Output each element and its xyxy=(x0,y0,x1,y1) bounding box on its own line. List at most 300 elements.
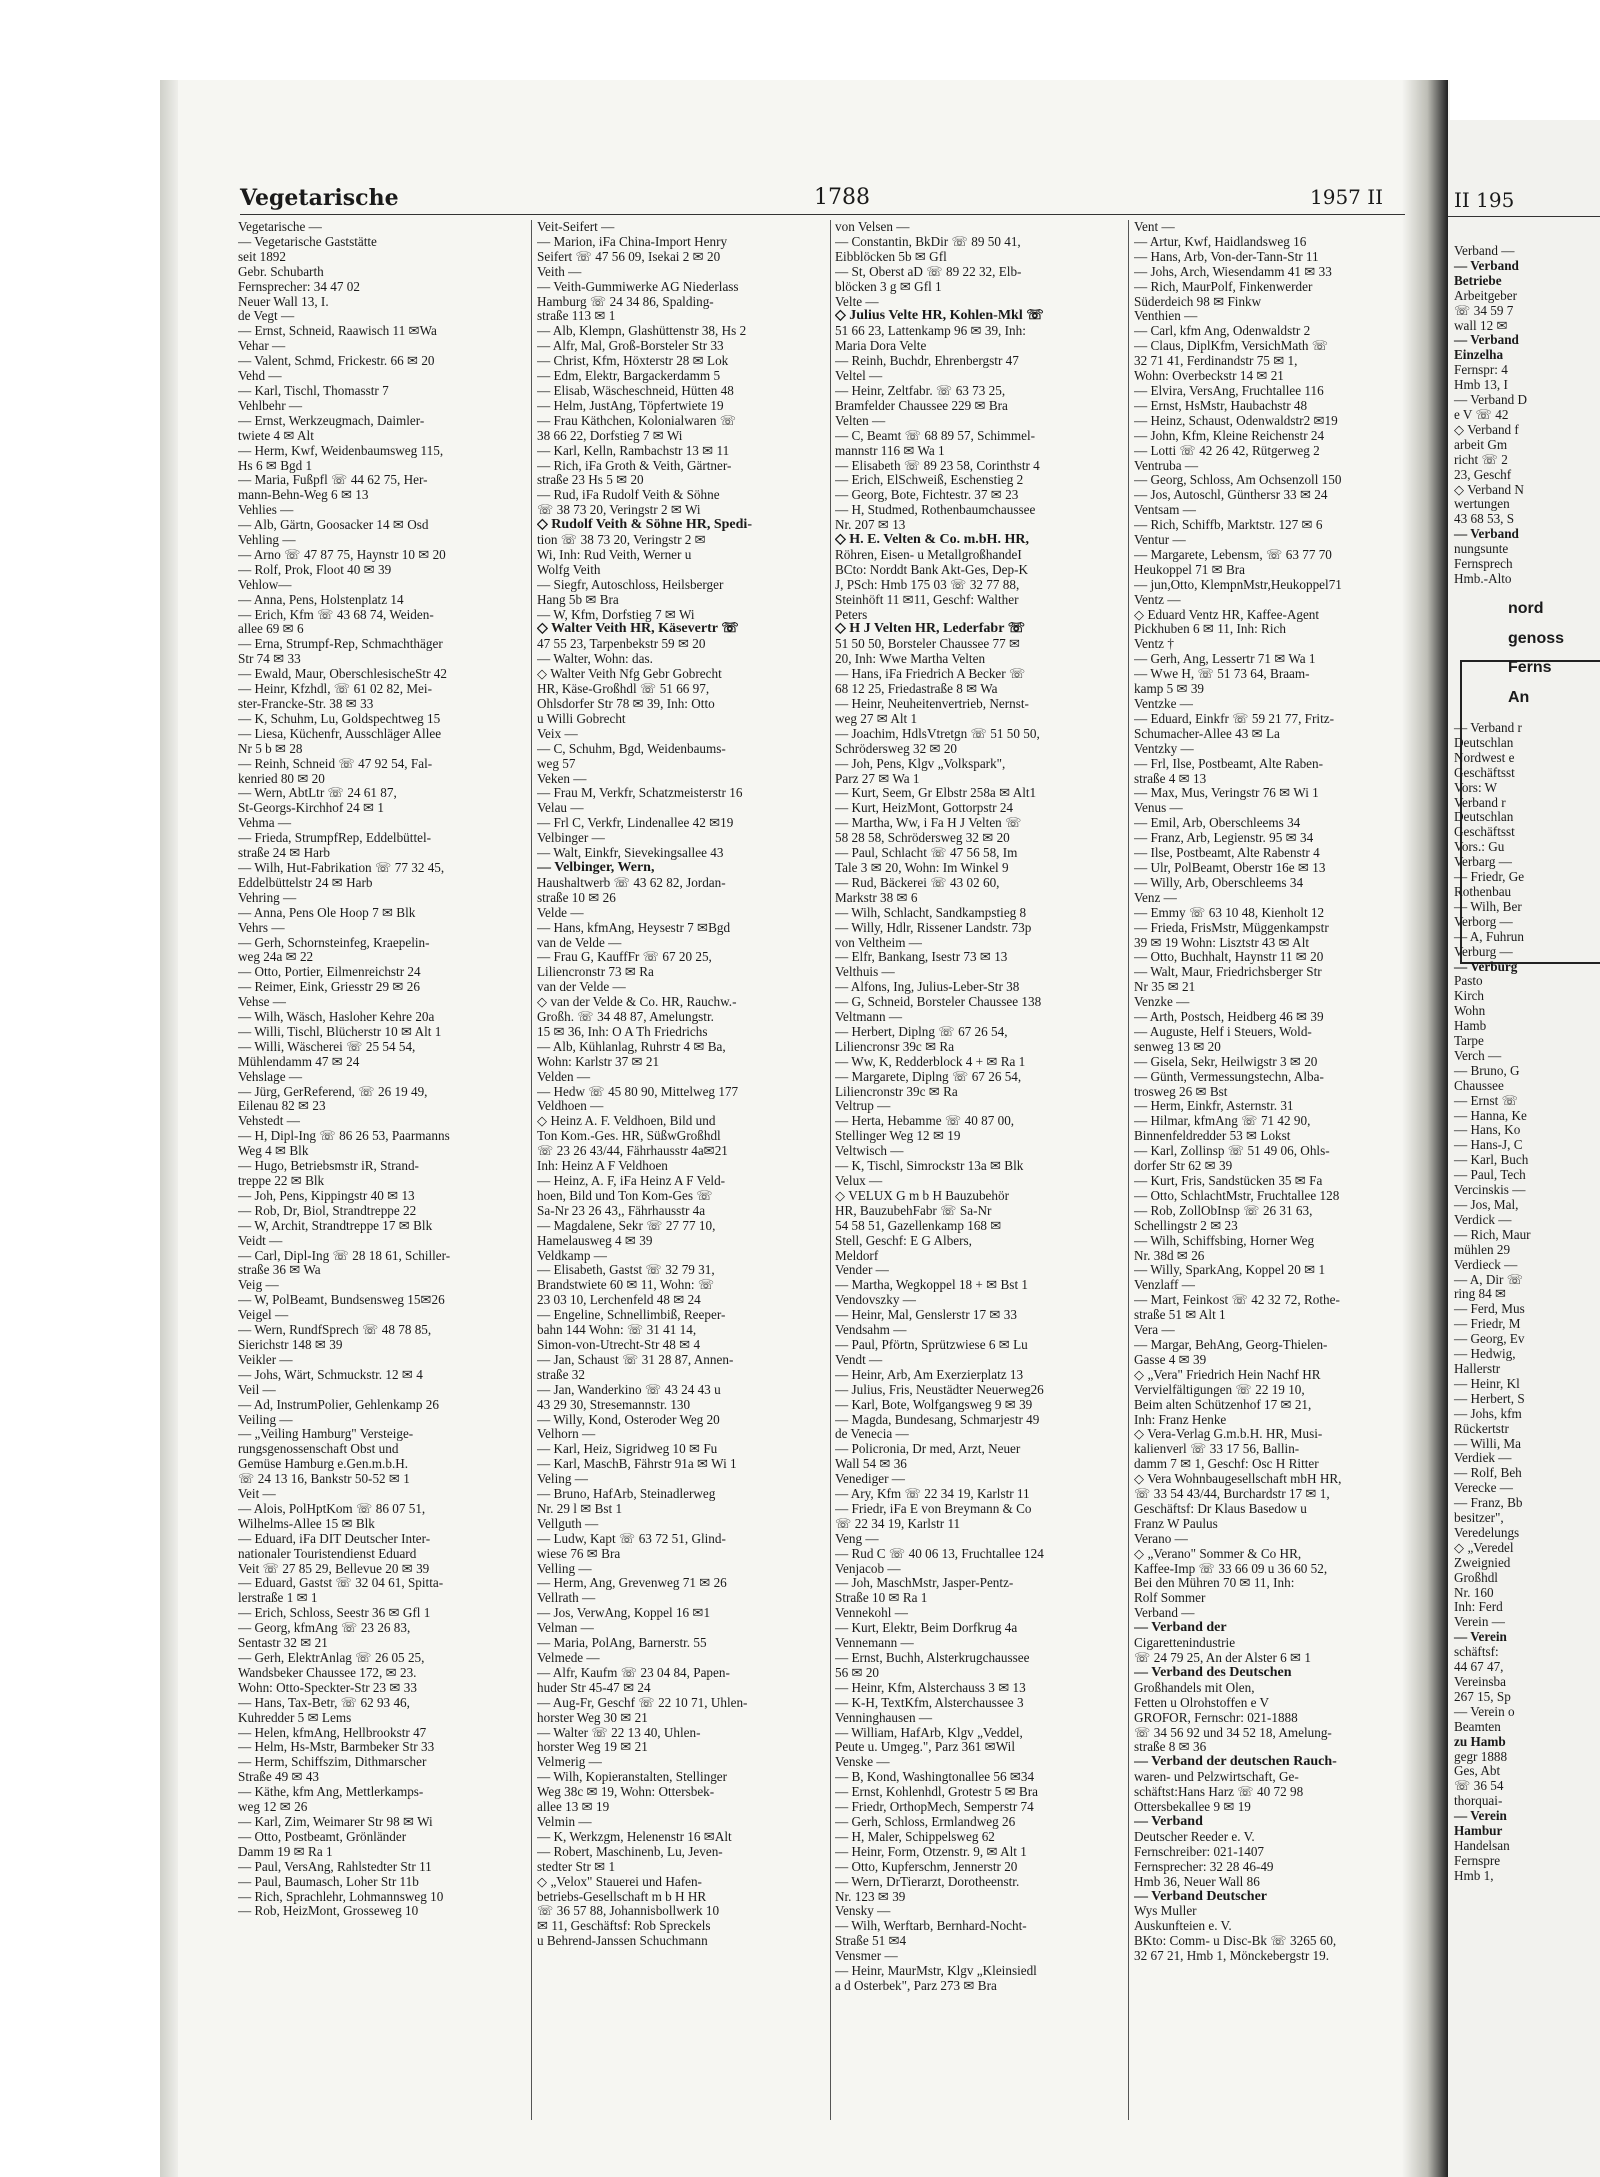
directory-entry-line: Vensmer — xyxy=(835,1949,898,1964)
directory-entry-line: Peters xyxy=(835,607,868,622)
right-page-entry-line: thorquai- xyxy=(1454,1793,1503,1809)
directory-entry-line: — Erich, ElSchweiß, Eschenstieg 2 xyxy=(835,473,1024,488)
directory-entry-line: — Marion, iFa China-Import Henry xyxy=(537,234,728,249)
directory-entry-line: — Walt, Einkfr, Sievekingsallee 43 xyxy=(537,846,724,861)
directory-entry-line: — St, Oberst aD ☏ 89 22 32, Elb- xyxy=(835,264,1022,279)
directory-entry-line: — Wilh, Schiffsbing, Horner Weg xyxy=(1134,1233,1315,1248)
directory-entry-line: — Wilh, Werftarb, Bernhard-Nocht- xyxy=(835,1919,1027,1934)
directory-entry-line: Velhorn — xyxy=(537,1427,596,1442)
directory-entry-line: — Herm, Einkfr, Asternstr. 31 xyxy=(1134,1099,1294,1114)
directory-entry-line: Vellrath — xyxy=(537,1591,596,1606)
right-page-entry-line: — Verein o xyxy=(1454,1703,1515,1719)
directory-entry-line: — William, HafArb, Klgv „Veddel, xyxy=(835,1725,1023,1740)
directory-entry-line: — John, Kfm, Kleine Reichenstr 24 xyxy=(1134,428,1325,443)
directory-entry-line: — Eduard, Gastst ☏ 32 04 61, Spitta- xyxy=(238,1576,444,1591)
directory-entry-line: kalienverl ☏ 33 17 56, Ballin- xyxy=(1134,1442,1300,1457)
right-page-entry-line: Pasto xyxy=(1454,973,1483,989)
directory-entry-line: — Artur, Kwf, Haidlandsweg 16 xyxy=(1134,234,1307,249)
page-number: 1788 xyxy=(814,185,870,210)
directory-entry-line: — Carl, kfm Ang, Odenwaldstr 2 xyxy=(1134,324,1311,339)
directory-entry-line: allee 13 ✉ 19 xyxy=(537,1800,610,1815)
directory-entry-line: 54 58 51, Gazellenkamp 168 ✉ xyxy=(835,1218,1002,1233)
right-page-entry-line: nord xyxy=(1508,599,1544,617)
directory-entry-line: — Hilmar, kfmAng ☏ 71 42 90, xyxy=(1134,1114,1311,1129)
right-page-entry-line: Hmb 13, I xyxy=(1454,377,1508,393)
directory-entry-line: HR, BauzubehFabr ☏ Sa-Nr xyxy=(835,1203,992,1218)
directory-entry-line: — Veith-Gummiwerke AG Niederlass xyxy=(537,279,739,294)
directory-entry-line: ◇ VELUX G m b H Bauzubehör xyxy=(835,1188,1009,1203)
directory-entry-line: — Alois, PolHptKom ☏ 86 07 51, xyxy=(238,1501,426,1516)
directory-entry-line: Velmede — xyxy=(537,1651,600,1665)
directory-entry-line: seit 1892 xyxy=(238,249,286,264)
directory-entry-line: treppe 22 ✉ Blk xyxy=(238,1174,325,1188)
directory-entry-line: — Gisela, Sekr, Heilwigstr 3 ✉ 20 xyxy=(1134,1054,1318,1069)
right-page-entry-line: zu Hamb xyxy=(1454,1733,1506,1749)
directory-entry-line: ◇ Walter Veith Nfg Gebr Gobrecht xyxy=(537,667,722,682)
directory-entry-line: — Engeline, Schnellimbiß, Reeper- xyxy=(537,1308,726,1323)
directory-entry-line: Ventur — xyxy=(1134,533,1186,548)
directory-entry-line: — Verband der xyxy=(1134,1621,1227,1636)
directory-entry-line: — jun,Otto, KlempnMstr,Heukoppel71 xyxy=(1134,577,1342,592)
directory-entry-line: straße 32 xyxy=(537,1367,585,1382)
directory-entry-line: Veltel — xyxy=(835,369,883,384)
right-page-header: II 195 xyxy=(1454,188,1515,212)
right-page-entry-line: schäftsf: xyxy=(1454,1644,1499,1660)
directory-entry-line: Seifert ☏ 47 56 09, Isekai 2 ✉ 20 xyxy=(537,249,721,264)
directory-entry-line: ◇ „Vera" Friedrich Hein Nachf HR xyxy=(1134,1367,1321,1382)
right-page-entry-line: Großhdl xyxy=(1454,1569,1498,1585)
directory-entry-line: Velten — xyxy=(835,413,886,428)
directory-entry-line: — Karl, Zollinsp ☏ 51 49 06, Ohls- xyxy=(1134,1144,1330,1159)
directory-entry-line: Weg 4 ✉ Blk xyxy=(238,1144,309,1159)
directory-entry-line: — Max, Mus, Veringstr 76 ✉ Wi 1 xyxy=(1134,786,1319,801)
directory-entry-line: Venthien — xyxy=(1134,309,1198,324)
directory-entry-line: 47 55 23, Tarpenbekstr 59 ✉ 20 xyxy=(537,637,706,652)
directory-entry-line: — Frau Käthchen, Kolonialwaren ☏ xyxy=(537,413,737,428)
directory-entry-line: Venzke — xyxy=(1134,995,1190,1010)
right-page-entry-line: Verband — xyxy=(1454,243,1515,258)
right-page-entry-line: — Franz, Bb xyxy=(1454,1495,1523,1511)
directory-entry-line: a d Osterbek", Parz 273 ✉ Bra xyxy=(835,1978,997,1993)
right-page-entry-line: Vereinsba xyxy=(1454,1674,1506,1689)
directory-entry-line: ◇ Heinz A. F. Veldhoen, Bild und xyxy=(537,1114,716,1129)
directory-entry-line: Velux — xyxy=(835,1174,883,1188)
right-page-entry-line: Verdieck — xyxy=(1454,1256,1518,1272)
directory-entry-line: — Ludw, Kapt ☏ 63 72 51, Glind- xyxy=(537,1531,726,1546)
directory-entry-line: ◇ Julius Velte HR, Kohlen-Mkl ☏ xyxy=(835,309,1044,324)
directory-entry-line: Ottersbekallee 9 ✉ 19 xyxy=(1134,1800,1251,1815)
right-page-entry-line: mühlen 29 xyxy=(1454,1241,1511,1257)
right-page-entry-line: Fernsprech xyxy=(1454,556,1513,572)
directory-entry-line: — Ernst, Schneid, Raawisch 11 ✉Wa xyxy=(238,324,437,339)
directory-entry-line: — Ewald, Maur, OberschlesischeStr 42 xyxy=(238,667,447,682)
directory-entry-line: ◇ Vera-Verlag G.m.b.H. HR, Musi- xyxy=(1134,1427,1323,1442)
directory-entry-line: Velman — xyxy=(537,1621,594,1636)
right-page-entry-line: besitzer", xyxy=(1454,1510,1504,1526)
directory-entry-line: — W, Kfm, Dorfstieg 7 ✉ Wi xyxy=(537,607,695,622)
directory-entry-line: 32 71 41, Ferdinandstr 75 ✉ 1, xyxy=(1134,354,1298,369)
directory-entry-line: Veit-Seifert — xyxy=(537,220,615,234)
directory-entry-line: — Kurt, Elektr, Beim Dorfkrug 4a xyxy=(835,1621,1018,1636)
directory-entry-line: nationaler Touristendienst Eduard xyxy=(238,1546,417,1561)
right-page-entry-line: Deutschlan xyxy=(1454,809,1514,825)
directory-entry-line: St-Georgs-Kirchhof 24 ✉ 1 xyxy=(238,801,384,816)
right-page-entry-line: e V ☏ 42 xyxy=(1454,406,1509,422)
directory-entry-line: allee 69 ✉ 6 xyxy=(238,622,304,637)
directory-entry-line: — Herta, Hebamme ☏ 40 87 00, xyxy=(835,1114,1015,1129)
right-page-entry-line: — Verband D xyxy=(1454,392,1528,408)
directory-entry-line: Ventzky — xyxy=(1134,741,1194,756)
directory-entry-line: 43 29 30, Stresemannstr. 130 xyxy=(537,1397,691,1412)
directory-entry-line: — Walter ☏ 22 13 40, Uhlen- xyxy=(537,1725,701,1740)
directory-entry-line: ☏ 33 54 43/44, Burchardstr 17 ✉ 1, xyxy=(1134,1487,1330,1502)
directory-entry-line: straße 24 ✉ Harb xyxy=(238,846,330,861)
directory-entry-line: ☏ 23 26 43/44, Fährhausstr 4a✉21 xyxy=(537,1144,728,1159)
right-page-entry-line: Hmb 1, xyxy=(1454,1867,1494,1883)
directory-entry-line: Vehling — xyxy=(238,533,296,548)
column-divider xyxy=(1128,220,1129,2120)
directory-entry-line: Nr 5 b ✉ 28 xyxy=(238,741,303,756)
directory-entry-line: straße 51 ✉ Alt 1 xyxy=(1134,1308,1226,1323)
directory-entry-line: huder Str 45-47 ✉ 24 xyxy=(537,1680,651,1695)
directory-entry-line: Vennemann — xyxy=(835,1636,914,1651)
directory-entry-line: — Heinr, Arb, Am Exerzierplatz 13 xyxy=(835,1367,1024,1382)
directory-entry-line: Nr. 38d ✉ 26 xyxy=(1134,1248,1205,1263)
directory-entry-line: — Jos, Autoschl, Günthersr 33 ✉ 24 xyxy=(1134,488,1328,503)
directory-entry-line: — Emmy ☏ 63 10 48, Kienholt 12 xyxy=(1134,905,1325,920)
directory-entry-line: — Reinh, Buchdr, Ehrenbergstr 47 xyxy=(835,354,1019,369)
right-page-entry-line: — Verein xyxy=(1454,1808,1507,1824)
right-page-entry-line: — Friedr, M xyxy=(1454,1316,1521,1332)
right-page-entry-line: — Hanna, Ke xyxy=(1454,1107,1527,1123)
directory-entry-line: — Willy, Kond, Osteroder Weg 20 xyxy=(537,1412,720,1427)
directory-entry-line: — Arno ☏ 47 87 75, Haynstr 10 ✉ 20 xyxy=(238,547,446,562)
directory-entry-line: — Siegfr, Autoschloss, Heilsberger xyxy=(537,577,724,592)
directory-entry-line: lerstraße 1 ✉ 1 xyxy=(238,1591,318,1606)
directory-entry-line: Veil — xyxy=(238,1382,276,1397)
directory-entry-line: ◇ „Velox" Stauerei und Hafen- xyxy=(537,1874,702,1889)
directory-entry-line: — Georg, Schloss, Am Ochsenzoll 150 xyxy=(1134,473,1342,488)
directory-entry-line: Steinhöft 11 ✉11, Geschf: Walther xyxy=(835,592,1019,607)
right-page-entry-line: — Hedwig, xyxy=(1454,1346,1516,1362)
directory-entry-line: 15 ✉ 36, Inh: O A Th Friedrichs xyxy=(537,1024,708,1039)
directory-entry-line: — Elvira, VersAng, Fruchtallee 116 xyxy=(1134,383,1324,398)
directory-entry-line: — Otto, SchlachtMstr, Fruchtallee 128 xyxy=(1134,1188,1340,1203)
directory-entry-line: — Johs, Wärt, Schmuckstr. 12 ✉ 4 xyxy=(238,1367,423,1382)
directory-entry-line: — Policronia, Dr med, Arzt, Neuer xyxy=(835,1442,1021,1457)
right-page-entry-line: 43 68 53, S xyxy=(1454,511,1515,527)
directory-entry-line: Hmb 36, Neuer Wall 86 xyxy=(1134,1874,1260,1889)
directory-entry-line: — H, Maler, Schippelsweg 62 xyxy=(835,1829,995,1844)
right-page-entries xyxy=(1448,244,1600,1884)
directory-entry-line: Vehslage — xyxy=(238,1069,303,1084)
right-page-entry-line: Einzelha xyxy=(1454,347,1504,363)
directory-entry-line: — Johs, Arch, Wiesendamm 41 ✉ 33 xyxy=(1134,264,1332,279)
directory-entry-line: Fernschreiber: 021-1407 xyxy=(1134,1844,1265,1859)
directory-entry-line: — Margarete, Lebensm, ☏ 63 77 70 xyxy=(1134,547,1332,562)
right-page-entry-line: Vors: W xyxy=(1454,779,1498,795)
directory-entry-line: Venzlaff — xyxy=(1134,1278,1195,1293)
directory-entry-line: — Reinh, Schneid ☏ 47 92 54, Fal- xyxy=(238,756,433,771)
directory-entry-line: — Hans, kfmAng, Heysestr 7 ✉Bgd xyxy=(537,920,731,935)
right-page-entry-line: — Wilh, Ber xyxy=(1454,898,1522,914)
right-page-entry-line: Deutschlan xyxy=(1454,734,1514,750)
right-page-entry-line: Veredelungs xyxy=(1454,1524,1520,1540)
directory-entry-line: — Walter, Wohn: das. xyxy=(537,652,653,667)
directory-entry-line: — Magdalene, Sekr ☏ 27 77 10, xyxy=(537,1218,716,1233)
directory-entry-line: Veltmann — xyxy=(835,1010,903,1025)
directory-entry-line: — Heinr, Form, Otzenstr. 9, ✉ Alt 1 xyxy=(835,1844,1027,1859)
right-page-entry-line: genoss xyxy=(1508,629,1565,647)
directory-entry-line: Verano — xyxy=(1134,1531,1188,1546)
directory-entry-line: Fernsprecher: 32 28 46-49 xyxy=(1134,1859,1274,1874)
directory-entry-line: — Willy, Hdlr, Rissener Landstr. 73p xyxy=(835,920,1032,935)
right-page-entry-line: nungsunte xyxy=(1454,541,1509,557)
directory-entry-line: — Kurt, Seem, Gr Elbstr 258a ✉ Alt1 xyxy=(835,786,1037,801)
directory-entry-line: — Ernst, HsMstr, Haubachstr 48 xyxy=(1134,398,1308,413)
directory-entry-line: ◇ „Verano" Sommer & Co HR, xyxy=(1134,1546,1302,1561)
right-page-entry-line: — Verburg xyxy=(1454,958,1518,974)
directory-entry-line: waren- und Pelzwirtschaft, Ge- xyxy=(1134,1770,1299,1785)
directory-entry-line: — Maria, Fußpfl ☏ 44 62 75, Her- xyxy=(238,473,428,488)
directory-entry-line: Vehstedt — xyxy=(238,1114,300,1129)
directory-entry-line: Velmerig — xyxy=(537,1755,602,1770)
page-left-edge xyxy=(160,80,178,2177)
directory-entry-line: Wohn: Overbeckstr 14 ✉ 21 xyxy=(1134,369,1284,384)
directory-entry-line: — Wilh, Schlacht, Sandkampstieg 8 xyxy=(835,905,1027,920)
right-page-entry-line: Verborg — xyxy=(1454,913,1513,929)
directory-entry-line: Peute u. Umgeg.", Parz 361 ✉Wil xyxy=(835,1740,1015,1755)
right-page-entry-line: — Georg, Ev xyxy=(1454,1331,1525,1347)
right-page-entry-line xyxy=(1448,706,1600,721)
right-page-entry-line: — Verband xyxy=(1454,526,1519,542)
directory-entry-line: Veix — xyxy=(537,726,578,741)
directory-entry-line: ◇ van der Velde & Co. HR, Rauchw.- xyxy=(537,995,737,1010)
right-page-entry-line: Geschäftsst xyxy=(1454,764,1515,780)
directory-entry-line: — Wilh, Hut-Fabrikation ☏ 77 32 45, xyxy=(238,860,445,875)
directory-entry-line: mannstr 116 ✉ Wa 1 xyxy=(835,443,945,458)
right-page-entry-line: — Karl, Buch xyxy=(1454,1152,1529,1168)
directory-entry-line: Veng — xyxy=(835,1531,879,1546)
directory-entry-line: — B, Kond, Washingtonallee 56 ✉34 xyxy=(835,1770,1035,1785)
directory-entry-line: — Otto, Postbeamt, Grönländer xyxy=(238,1829,407,1844)
directory-entry-line: — Otto, Portier, Eilmenreichstr 24 xyxy=(238,965,421,980)
directory-entry-line: BKto: Comm- u Disc-Bk ☏ 3265 60, xyxy=(1134,1934,1337,1949)
directory-entry-line: Pickhuben 6 ✉ 11, Inh: Rich xyxy=(1134,622,1286,637)
directory-entry-line: — Anna, Pens Ole Hoop 7 ✉ Blk xyxy=(238,905,416,920)
directory-entry-line: Stell, Geschf: E G Albers, xyxy=(835,1233,972,1248)
directory-entry-line: Gemüse Hamburg e.Gen.m.b.H. xyxy=(238,1457,409,1472)
directory-entry-line: — Verband des Deutschen xyxy=(1134,1665,1292,1680)
right-page-entry-line: Handelsan xyxy=(1454,1837,1510,1853)
directory-entry-line: — Otto, Buchhalt, Haynstr 11 ✉ 20 xyxy=(1134,950,1324,965)
directory-entry-line: ◇ H. E. Velten & Co. m.bH. HR, xyxy=(835,533,1029,548)
right-page-entry-line: Hallerstr xyxy=(1454,1360,1501,1376)
directory-entry-line: — Reimer, Eink, Griesstr 29 ✉ 26 xyxy=(238,980,420,995)
directory-entry-line: — Käthe, kfm Ang, Mettlerkamps- xyxy=(238,1785,424,1800)
right-page-entry-line: 44 67 47, xyxy=(1454,1659,1504,1675)
directory-entry-line: straße 4 ✉ 13 xyxy=(1134,771,1207,786)
directory-entry-line: — Aug-Fr, Geschf ☏ 22 10 71, Uhlen- xyxy=(537,1695,748,1710)
directory-entry-line: — Paul, Baumasch, Loher Str 11b xyxy=(238,1874,419,1889)
directory-entry-line: — Willy, SparkAng, Koppel 20 ✉ 1 xyxy=(1134,1263,1326,1278)
directory-entry-line: — Erich, Kfm ☏ 43 68 74, Weiden- xyxy=(238,607,434,622)
directory-entry-line: Vehlies — xyxy=(238,503,294,518)
right-page-entry-line: — Bruno, G xyxy=(1454,1062,1520,1078)
directory-entry-line: — Wern, DrTierarzt, Dorotheenstr. xyxy=(835,1874,1020,1889)
directory-entry-line: mann-Behn-Weg 6 ✉ 13 xyxy=(238,488,369,503)
right-page-entry-line: Hmb.-Alto xyxy=(1454,570,1512,586)
directory-entry-line: — Karl, MaschB, Fährstr 91a ✉ Wi 1 xyxy=(537,1457,737,1472)
directory-entry-line: — Karl, Bote, Wolfgangsweg 9 ✉ 39 xyxy=(835,1397,1033,1412)
right-page-entry-line: ☏ 34 59 7 xyxy=(1454,302,1514,318)
directory-entry-line: Ohlsdorfer Str 78 ✉ 39, Inh: Otto xyxy=(537,697,715,711)
directory-entry-line: hoen, Bild und Ton Kom-Ges ☏ xyxy=(537,1188,713,1203)
directory-entry-line: ◇ Rudolf Veith & Söhne HR, Spedi- xyxy=(537,518,752,533)
directory-entry-line: Veith — xyxy=(537,264,582,279)
directory-entry-line: Schellingstr 2 ✉ 23 xyxy=(1134,1218,1238,1233)
directory-entry-line: — Valent, Schmd, Frickestr. 66 ✉ 20 xyxy=(238,354,435,369)
directory-entry-line: — Frieda, StrumpfRep, Eddelbüttel- xyxy=(238,831,432,846)
directory-entry-line: Vehd — xyxy=(238,369,282,384)
directory-entry-line: — Elisab, Wäscheschneid, Hütten 48 xyxy=(537,383,734,398)
directory-entry-line: — Heinr, Mal, Genslerstr 17 ✉ 33 xyxy=(835,1308,1017,1323)
directory-entry-line: — Heinz, A. F, iFa Heinz A F Veld- xyxy=(537,1174,726,1188)
directory-entry-line: — Rich, Schiffb, Marktstr. 127 ✉ 6 xyxy=(1134,518,1323,533)
directory-entry-line: Heukoppel 71 ✉ Bra xyxy=(1134,562,1246,577)
directory-entry-line: Veling — xyxy=(537,1472,588,1487)
directory-entry-line: — Jan, Wanderkino ☏ 43 24 43 u xyxy=(537,1382,721,1397)
directory-entry-line: Veikler — xyxy=(238,1352,293,1367)
directory-entry-line: 39 ✉ 19 Wohn: Lisztstr 43 ✉ Alt xyxy=(1134,935,1310,950)
directory-entry-line: — Heinr, Neuheitenvertrieb, Nernst- xyxy=(835,697,1029,711)
directory-entry-line: — Carl, Dipl-Ing ☏ 28 18 61, Schiller- xyxy=(238,1248,451,1263)
right-page-entry-line: Rückertstr xyxy=(1454,1420,1509,1436)
directory-entry-line: — Gerh, Ang, Lessertr 71 ✉ Wa 1 xyxy=(1134,652,1316,667)
right-page-entry-line: Nr. 160 xyxy=(1454,1584,1494,1600)
directory-entry-line: Vendt — xyxy=(835,1352,883,1367)
directory-entry-line: — Ilse, Postbeamt, Alte Rabenstr 4 xyxy=(1134,846,1320,861)
directory-entry-line: — Willy, Arb, Oberschleems 34 xyxy=(1134,875,1304,890)
right-page-entry-line: Wohn xyxy=(1454,1003,1486,1019)
directory-entry-line: Veigel — xyxy=(238,1308,289,1323)
directory-entry-line: Tale 3 ✉ 20, Wohn: Im Winkel 9 xyxy=(835,860,1009,875)
directory-entry-line: — Gerh, Schornsteinfeg, Kraepelin- xyxy=(238,935,430,950)
right-page-entry-line: ◇ „Veredel xyxy=(1454,1539,1514,1555)
directory-entry-line: Simon-von-Utrecht-Str 48 ✉ 4 xyxy=(537,1337,701,1352)
directory-entry-line: 32 67 21, Hmb 1, Mönckebergstr 19. xyxy=(1134,1949,1329,1964)
directory-entry-line: Sierichstr 148 ✉ 39 xyxy=(238,1337,343,1352)
directory-entry-line: Liliencronstr 39c ✉ Ra xyxy=(835,1084,958,1099)
directory-entry-line: — Jan, Schaust ☏ 31 28 87, Annen- xyxy=(537,1352,734,1367)
directory-entry-line: ◇ Eduard Ventz HR, Kaffee-Agent xyxy=(1134,607,1320,622)
directory-entry-line: — Karl, Kelln, Rambachstr 13 ✉ 11 xyxy=(537,443,730,458)
directory-entry-line: straße 10 ✉ 26 xyxy=(537,890,616,905)
directory-entry-line: trosweg 26 ✉ Bst xyxy=(1134,1084,1228,1099)
directory-entry-line: Neuer Wall 13, I. xyxy=(238,294,329,309)
directory-entry-line: Veken — xyxy=(537,771,587,786)
directory-entry-line: Wandsbeker Chaussee 172, ✉ 23. xyxy=(238,1665,417,1680)
directory-entry-line: Wi, Inh: Rud Veith, Werner u xyxy=(537,547,692,562)
directory-entry-line: — Eduard, iFa DIT Deutscher Inter- xyxy=(238,1531,431,1546)
directory-entry-line: Großh. ☏ 34 48 87, Amelungstr. xyxy=(537,1010,714,1025)
directory-entry-line: senweg 13 ✉ 20 xyxy=(1134,1039,1221,1054)
directory-entry-line: — Frieda, FrisMstr, Müggenkampstr xyxy=(1134,920,1329,935)
directory-entry-line: Vera — xyxy=(1134,1323,1175,1338)
directory-entry-line: — Paul, VersAng, Rahlstedter Str 11 xyxy=(238,1859,432,1874)
directory-entry-line: straße 8 ✉ 36 xyxy=(1134,1740,1207,1755)
directory-entry-line: Straße 10 ✉ Ra 1 xyxy=(835,1591,928,1606)
directory-entry-line: Brandstwiete 60 ✉ 11, Wohn: ☏ xyxy=(537,1278,715,1293)
directory-entry-line: — Walt, Maur, Friedrichsberger Str xyxy=(1134,965,1322,980)
right-page-entry-line: — Hans-J, C xyxy=(1454,1137,1523,1153)
directory-entry-line: Maria Dora Velte xyxy=(835,339,927,354)
directory-entry-line: — Heinz, Schaust, Odenwaldstr2 ✉19 xyxy=(1134,413,1338,428)
directory-entry-line: — Gerh, ElektrAnlag ☏ 26 05 25, xyxy=(238,1651,425,1665)
directory-entry-line: — Ernst, Buchh, Alsterkrugchaussee xyxy=(835,1651,1030,1665)
directory-entry-line: — Kurt, HeizMont, Gottorpstr 24 xyxy=(835,801,1014,816)
directory-entry-line: Veidt — xyxy=(238,1233,283,1248)
directory-entry-line: — Willi, Tischl, Blücherstr 10 ✉ Alt 1 xyxy=(238,1024,442,1039)
directory-entry-line: — K, Tischl, Simrockstr 13a ✉ Blk xyxy=(835,1159,1024,1174)
directory-entry-line: Großhandels mit Olen, xyxy=(1134,1680,1255,1695)
right-page-entry-line: — Rolf, Beh xyxy=(1454,1465,1522,1481)
directory-entry-line: 56 ✉ 20 xyxy=(835,1665,880,1680)
directory-entry-line: Wohn: Otto-Speckter-Str 23 ✉ 33 xyxy=(238,1680,417,1695)
header-year: 1957 II xyxy=(1310,185,1384,209)
directory-entry-line: Eibblöcken 5b ✉ Gfl xyxy=(835,249,947,264)
directory-entry-line: — Wilh, Wäsch, Hasloher Kehre 20a xyxy=(238,1010,435,1025)
directory-entry-line: Vehar — xyxy=(238,339,286,354)
directory-entry-line: wiese 76 ✉ Bra xyxy=(537,1546,621,1561)
directory-entry-line: stedter Str ✉ 1 xyxy=(537,1859,616,1874)
directory-entry-line: — Hugo, Betriebsmstr iR, Strand- xyxy=(238,1159,419,1174)
directory-entry-line: — Erich, Schloss, Seestr 36 ✉ Gfl 1 xyxy=(238,1606,431,1621)
directory-entry-line: GROFOR, Fernschr: 021-1888 xyxy=(1134,1710,1298,1725)
right-page xyxy=(1448,120,1600,2177)
directory-entry-line: ☏ 36 57 88, Johannisbollwerk 10 xyxy=(537,1904,720,1919)
directory-entry-line: — Vegetarische Gaststätte xyxy=(238,234,377,249)
directory-entry-line: — Franz, Arb, Legienstr. 95 ✉ 34 xyxy=(1134,831,1314,846)
directory-entry-line: Gebr. Schubarth xyxy=(238,264,324,279)
directory-entry-line: — Erna, Strumpf-Rep, Schmachthäger xyxy=(238,637,443,652)
right-page-entry-line: — Verband r xyxy=(1454,720,1522,735)
right-page-entry-line: Betriebe xyxy=(1454,272,1502,288)
directory-entry-line: Vent — xyxy=(1134,220,1175,234)
directory-entry-line: de Venecia — xyxy=(835,1427,909,1442)
directory-entry-line: Vehma — xyxy=(238,816,292,831)
directory-entry-line: ◇ H J Velten HR, Lederfabr ☏ xyxy=(835,622,1026,637)
right-page-entry-line: Arbeitgeber xyxy=(1454,287,1517,303)
directory-entry-line: — Rich, iFa Groth & Veith, Gärtner- xyxy=(537,458,732,473)
directory-entry-line: Wys Muller xyxy=(1134,1904,1197,1919)
directory-entry-line: — Martha, Ww, i Fa H J Velten ☏ xyxy=(835,816,1022,831)
directory-entry-line: ☏ 34 56 92 und 34 52 18, Amelung- xyxy=(1134,1725,1332,1740)
directory-entry-line: — Joh, Pens, Klgv „Volkspark", xyxy=(835,756,1006,771)
directory-entry-line: — Ad, InstrumPolier, Gehlenkamp 26 xyxy=(238,1397,439,1412)
right-page-entry-line: Verdiek — xyxy=(1454,1450,1512,1466)
directory-entry-line: — Christ, Kfm, Höxterstr 28 ✉ Lok xyxy=(537,354,729,369)
directory-entry-line: Veig — xyxy=(238,1278,279,1293)
directory-entry-line: Mühlendamm 47 ✉ 24 xyxy=(238,1054,360,1069)
directory-entry-line: — Ernst, Kohlenhdl, Grotestr 5 ✉ Bra xyxy=(835,1785,1038,1800)
directory-entry-line: — Verband xyxy=(1134,1814,1203,1829)
directory-entry-line: — Margar, BehAng, Georg-Thielen- xyxy=(1134,1337,1328,1352)
directory-entry-line: 58 28 58, Schrödersweg 32 ✉ 20 xyxy=(835,831,1010,846)
directory-entry-line: Ventzke — xyxy=(1134,697,1193,711)
directory-entry-line: dorfer Str 62 ✉ 39 xyxy=(1134,1159,1233,1174)
directory-entry-line: — Helm, Hs-Mstr, Barmbeker Str 33 xyxy=(238,1740,435,1755)
